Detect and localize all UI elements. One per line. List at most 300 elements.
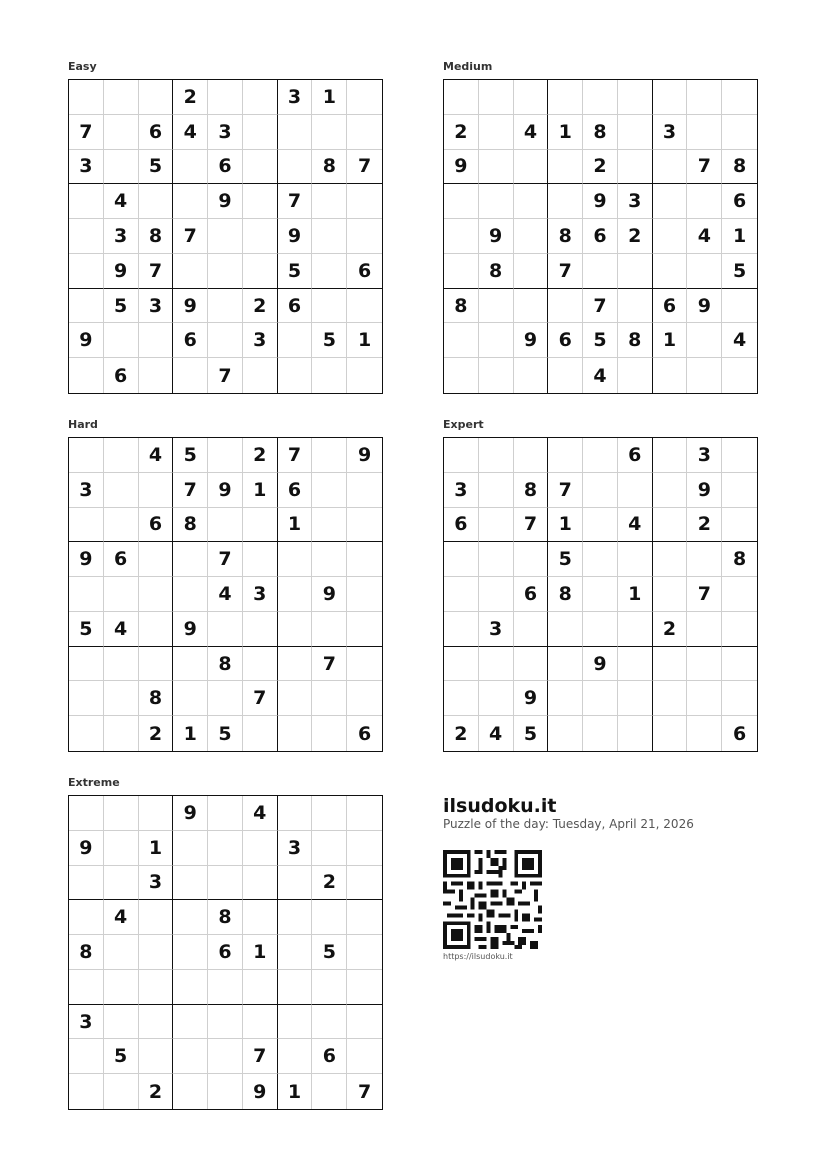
sudoku-grid — [68, 795, 383, 1110]
sudoku-cell — [208, 508, 243, 543]
sudoku-cell — [347, 219, 382, 254]
sudoku-cell — [69, 796, 104, 831]
puzzle-medium — [443, 60, 759, 395]
sudoku-cell: 8 — [139, 219, 174, 254]
sudoku-cell: 9 — [347, 438, 382, 473]
sudoku-cell — [618, 150, 653, 185]
sudoku-cell: 6 — [722, 184, 757, 219]
sudoku-cell: 1 — [278, 1074, 313, 1109]
sudoku-grid — [443, 437, 758, 752]
sudoku-cell — [139, 323, 174, 358]
sudoku-cell: 4 — [173, 115, 208, 150]
sudoku-cell — [583, 681, 618, 716]
sudoku-cell: 1 — [173, 716, 208, 751]
sudoku-cell — [583, 716, 618, 751]
sudoku-cell: 1 — [618, 577, 653, 612]
sudoku-cell: 6 — [514, 577, 549, 612]
sudoku-cell: 9 — [173, 289, 208, 324]
sudoku-cell — [548, 716, 583, 751]
sudoku-cell — [618, 358, 653, 393]
sudoku-cell — [444, 254, 479, 289]
sudoku-cell — [687, 647, 722, 682]
sudoku-cell — [278, 150, 313, 185]
sudoku-cell — [139, 542, 174, 577]
sudoku-cell — [347, 935, 382, 970]
sudoku-cell — [312, 219, 347, 254]
sudoku-cell: 9 — [173, 612, 208, 647]
sudoku-cell — [347, 970, 382, 1005]
sudoku-cell: 1 — [139, 831, 174, 866]
sudoku-cell: 2 — [444, 115, 479, 150]
sudoku-cell — [618, 681, 653, 716]
sudoku-cell — [208, 866, 243, 901]
sudoku-cell: 6 — [278, 473, 313, 508]
sudoku-cell: 7 — [548, 254, 583, 289]
sudoku-cell — [722, 80, 757, 115]
sudoku-cell: 6 — [653, 289, 688, 324]
sudoku-cell — [69, 289, 104, 324]
sudoku-cell: 4 — [687, 219, 722, 254]
sudoku-cell — [139, 358, 174, 393]
sudoku-cell: 5 — [548, 542, 583, 577]
sudoku-cell — [243, 115, 278, 150]
sudoku-cell: 4 — [208, 577, 243, 612]
sudoku-cell — [514, 80, 549, 115]
sudoku-cell — [173, 831, 208, 866]
sudoku-cell: 2 — [618, 219, 653, 254]
sudoku-cell — [104, 970, 139, 1005]
sudoku-cell: 6 — [618, 438, 653, 473]
sudoku-cell — [312, 508, 347, 543]
sudoku-cell — [687, 80, 722, 115]
sudoku-cell — [618, 473, 653, 508]
sudoku-cell — [139, 612, 174, 647]
sudoku-cell: 8 — [208, 900, 243, 935]
sudoku-cell: 2 — [139, 1074, 174, 1109]
sudoku-cell: 2 — [139, 716, 174, 751]
sudoku-cell — [104, 577, 139, 612]
sudoku-cell: 8 — [139, 681, 174, 716]
sudoku-cell — [243, 150, 278, 185]
sudoku-cell — [618, 716, 653, 751]
sudoku-cell — [104, 647, 139, 682]
sudoku-cell: 3 — [444, 473, 479, 508]
sudoku-cell: 9 — [583, 184, 618, 219]
sudoku-cell: 9 — [583, 647, 618, 682]
sudoku-cell: 7 — [548, 473, 583, 508]
sudoku-cell — [479, 358, 514, 393]
sudoku-cell: 1 — [347, 323, 382, 358]
sudoku-cell — [653, 80, 688, 115]
sudoku-cell: 6 — [139, 508, 174, 543]
sudoku-cell — [722, 681, 757, 716]
sudoku-cell: 8 — [583, 115, 618, 150]
sudoku-cell: 9 — [173, 796, 208, 831]
sudoku-cell — [243, 80, 278, 115]
sudoku-cell: 5 — [104, 289, 139, 324]
sudoku-cell — [618, 647, 653, 682]
sudoku-cell: 5 — [104, 1039, 139, 1074]
sudoku-cell: 3 — [278, 80, 313, 115]
sudoku-cell — [312, 612, 347, 647]
sudoku-cell — [722, 577, 757, 612]
sudoku-cell — [548, 80, 583, 115]
sudoku-cell: 7 — [139, 254, 174, 289]
sudoku-cell: 7 — [243, 1039, 278, 1074]
sudoku-cell — [208, 289, 243, 324]
sudoku-cell — [278, 716, 313, 751]
sudoku-cell — [444, 358, 479, 393]
sudoku-cell — [243, 219, 278, 254]
sudoku-cell — [618, 115, 653, 150]
sudoku-cell: 7 — [687, 577, 722, 612]
sudoku-cell — [653, 184, 688, 219]
sudoku-cell — [104, 716, 139, 751]
sudoku-cell — [243, 508, 278, 543]
sudoku-cell — [548, 289, 583, 324]
sudoku-cell — [444, 542, 479, 577]
sudoku-cell — [139, 647, 174, 682]
sudoku-cell — [444, 647, 479, 682]
sudoku-cell — [278, 577, 313, 612]
sudoku-cell — [514, 358, 549, 393]
sudoku-cell — [243, 831, 278, 866]
sudoku-cell — [173, 184, 208, 219]
sudoku-cell: 5 — [139, 150, 174, 185]
sudoku-cell — [278, 115, 313, 150]
puzzle-extreme — [68, 776, 384, 1111]
sudoku-cell: 5 — [514, 716, 549, 751]
sudoku-cell: 7 — [173, 219, 208, 254]
sudoku-cell — [722, 289, 757, 324]
sudoku-cell — [347, 358, 382, 393]
sudoku-cell: 8 — [548, 577, 583, 612]
sudoku-cell — [687, 323, 722, 358]
sudoku-cell — [514, 289, 549, 324]
sudoku-cell — [278, 1005, 313, 1040]
sudoku-cell — [173, 866, 208, 901]
sudoku-cell — [618, 80, 653, 115]
sudoku-cell — [139, 1005, 174, 1040]
sudoku-cell — [653, 438, 688, 473]
sudoku-cell — [479, 577, 514, 612]
sudoku-cell — [278, 900, 313, 935]
sudoku-cell: 9 — [208, 473, 243, 508]
sudoku-cell — [583, 80, 618, 115]
sudoku-cell — [548, 438, 583, 473]
sudoku-grid — [68, 79, 383, 394]
sudoku-cell — [243, 358, 278, 393]
sudoku-cell — [583, 612, 618, 647]
sudoku-cell — [278, 796, 313, 831]
sudoku-cell: 3 — [69, 150, 104, 185]
sudoku-cell — [173, 935, 208, 970]
puzzle-easy — [68, 60, 384, 395]
sudoku-cell — [583, 254, 618, 289]
sudoku-cell: 3 — [243, 577, 278, 612]
sudoku-cell — [583, 542, 618, 577]
sudoku-cell: 3 — [618, 184, 653, 219]
sudoku-cell — [618, 612, 653, 647]
sudoku-cell: 7 — [583, 289, 618, 324]
sudoku-cell — [104, 473, 139, 508]
sudoku-cell — [173, 970, 208, 1005]
sudoku-cell — [208, 970, 243, 1005]
sudoku-cell — [278, 866, 313, 901]
sudoku-cell — [347, 508, 382, 543]
puzzle-date: Puzzle of the day: Tuesday, April 21, 2026 — [443, 817, 694, 831]
puzzle-label: Medium — [443, 60, 493, 73]
sudoku-cell — [583, 508, 618, 543]
sudoku-cell — [548, 358, 583, 393]
sudoku-cell — [618, 289, 653, 324]
sudoku-cell — [69, 647, 104, 682]
sudoku-cell — [687, 681, 722, 716]
sudoku-cell — [104, 831, 139, 866]
sudoku-cell — [208, 1039, 243, 1074]
sudoku-cell: 7 — [278, 438, 313, 473]
sudoku-cell: 1 — [278, 508, 313, 543]
sudoku-cell — [653, 358, 688, 393]
sudoku-cell: 8 — [173, 508, 208, 543]
brand-block — [443, 795, 694, 831]
qr-code-icon — [443, 850, 542, 949]
sudoku-cell — [479, 184, 514, 219]
sudoku-cell: 7 — [278, 184, 313, 219]
sudoku-cell — [687, 184, 722, 219]
sudoku-cell: 6 — [444, 508, 479, 543]
sudoku-cell — [479, 473, 514, 508]
sudoku-cell — [347, 289, 382, 324]
sudoku-cell — [69, 254, 104, 289]
sudoku-cell: 6 — [173, 323, 208, 358]
sudoku-cell — [548, 681, 583, 716]
sudoku-cell — [514, 542, 549, 577]
sudoku-cell: 9 — [243, 1074, 278, 1109]
sudoku-cell — [312, 970, 347, 1005]
sudoku-cell — [444, 681, 479, 716]
sudoku-cell — [243, 900, 278, 935]
sudoku-cell — [139, 900, 174, 935]
sudoku-cell — [653, 647, 688, 682]
sudoku-cell — [479, 681, 514, 716]
sudoku-cell: 8 — [722, 150, 757, 185]
sudoku-cell: 7 — [173, 473, 208, 508]
sudoku-cell: 1 — [722, 219, 757, 254]
sudoku-cell — [722, 473, 757, 508]
sudoku-cell: 8 — [208, 647, 243, 682]
sudoku-cell — [722, 115, 757, 150]
sudoku-cell — [347, 184, 382, 219]
puzzle-label: Hard — [68, 418, 98, 431]
sudoku-grid — [443, 79, 758, 394]
sudoku-cell — [514, 254, 549, 289]
sudoku-cell — [312, 900, 347, 935]
sudoku-cell: 6 — [104, 542, 139, 577]
sudoku-cell — [139, 1039, 174, 1074]
sudoku-cell — [104, 1074, 139, 1109]
sudoku-cell — [347, 80, 382, 115]
sudoku-cell: 3 — [104, 219, 139, 254]
sudoku-cell — [722, 438, 757, 473]
sudoku-cell — [687, 115, 722, 150]
sudoku-cell — [583, 473, 618, 508]
sudoku-cell — [514, 219, 549, 254]
sudoku-cell — [69, 577, 104, 612]
sudoku-cell — [347, 1039, 382, 1074]
sudoku-cell — [139, 80, 174, 115]
sudoku-cell: 1 — [312, 80, 347, 115]
sudoku-cell — [69, 970, 104, 1005]
sudoku-cell — [69, 900, 104, 935]
puzzle-label: Easy — [68, 60, 97, 73]
sudoku-cell: 6 — [583, 219, 618, 254]
sudoku-cell — [583, 438, 618, 473]
sudoku-cell: 2 — [687, 508, 722, 543]
sudoku-cell: 1 — [243, 935, 278, 970]
sudoku-cell: 7 — [243, 681, 278, 716]
sudoku-cell — [653, 473, 688, 508]
sudoku-cell — [687, 612, 722, 647]
sudoku-cell — [139, 935, 174, 970]
sudoku-cell — [173, 681, 208, 716]
sudoku-cell — [479, 438, 514, 473]
sudoku-cell: 4 — [243, 796, 278, 831]
sudoku-cell — [347, 681, 382, 716]
sudoku-cell — [139, 184, 174, 219]
sudoku-cell: 2 — [243, 438, 278, 473]
sudoku-cell — [618, 542, 653, 577]
sudoku-cell — [548, 647, 583, 682]
sudoku-cell — [312, 438, 347, 473]
sudoku-cell — [479, 542, 514, 577]
sudoku-cell: 1 — [653, 323, 688, 358]
sudoku-cell — [208, 831, 243, 866]
sudoku-cell — [69, 681, 104, 716]
sudoku-cell: 4 — [722, 323, 757, 358]
sudoku-cell — [173, 254, 208, 289]
sudoku-cell — [278, 358, 313, 393]
sudoku-cell — [278, 970, 313, 1005]
sudoku-cell — [687, 358, 722, 393]
sudoku-cell — [104, 681, 139, 716]
sudoku-cell — [278, 542, 313, 577]
sudoku-cell — [479, 323, 514, 358]
sudoku-cell — [69, 438, 104, 473]
puzzle-expert — [443, 418, 759, 753]
sudoku-cell: 4 — [104, 900, 139, 935]
sudoku-cell: 4 — [104, 184, 139, 219]
sudoku-cell — [479, 289, 514, 324]
sudoku-cell — [69, 1074, 104, 1109]
sudoku-cell — [312, 254, 347, 289]
sudoku-cell — [278, 612, 313, 647]
sudoku-cell — [444, 184, 479, 219]
sudoku-cell — [69, 219, 104, 254]
sudoku-cell — [548, 150, 583, 185]
sudoku-cell — [479, 647, 514, 682]
sudoku-cell — [173, 900, 208, 935]
sudoku-cell — [173, 542, 208, 577]
sudoku-cell: 4 — [104, 612, 139, 647]
sudoku-cell: 7 — [514, 508, 549, 543]
sudoku-cell: 5 — [312, 935, 347, 970]
sudoku-cell — [312, 716, 347, 751]
sudoku-cell — [479, 150, 514, 185]
sudoku-cell: 2 — [312, 866, 347, 901]
sudoku-cell — [173, 1039, 208, 1074]
sudoku-cell: 4 — [618, 508, 653, 543]
sudoku-cell — [139, 473, 174, 508]
sudoku-cell — [514, 612, 549, 647]
sudoku-cell — [278, 681, 313, 716]
sudoku-cell: 8 — [312, 150, 347, 185]
sudoku-cell — [444, 219, 479, 254]
sudoku-cell: 5 — [208, 716, 243, 751]
sudoku-cell: 8 — [69, 935, 104, 970]
sudoku-cell — [208, 254, 243, 289]
sudoku-cell — [347, 1005, 382, 1040]
sudoku-cell — [278, 323, 313, 358]
sudoku-cell: 7 — [357, 1080, 372, 1103]
sudoku-cell: 9 — [479, 219, 514, 254]
sudoku-cell — [69, 80, 104, 115]
sudoku-cell: 3 — [479, 612, 514, 647]
sudoku-cell — [347, 900, 382, 935]
sudoku-cell — [347, 647, 382, 682]
sudoku-cell — [173, 1005, 208, 1040]
sudoku-cell — [514, 438, 549, 473]
sudoku-cell — [104, 1005, 139, 1040]
sudoku-cell — [139, 796, 174, 831]
sudoku-cell — [69, 358, 104, 393]
sudoku-cell — [347, 831, 382, 866]
sudoku-cell: 1 — [548, 508, 583, 543]
sudoku-cell — [312, 289, 347, 324]
sudoku-cell: 9 — [278, 219, 313, 254]
sudoku-cell — [653, 542, 688, 577]
sudoku-cell: 4 — [479, 716, 514, 751]
sudoku-cell — [444, 577, 479, 612]
sudoku-cell: 3 — [139, 866, 174, 901]
sudoku-cell — [618, 254, 653, 289]
sudoku-cell: 8 — [514, 473, 549, 508]
sudoku-cell: 6 — [548, 323, 583, 358]
sudoku-cell — [243, 647, 278, 682]
sudoku-cell — [722, 612, 757, 647]
sudoku-cell — [312, 796, 347, 831]
sudoku-cell — [139, 970, 174, 1005]
sudoku-cell: 3 — [243, 323, 278, 358]
sudoku-cell: 6 — [312, 1039, 347, 1074]
sudoku-cell — [312, 831, 347, 866]
sudoku-cell: 2 — [243, 289, 278, 324]
sudoku-cell — [208, 612, 243, 647]
sudoku-cell — [722, 647, 757, 682]
sudoku-cell — [173, 577, 208, 612]
sudoku-cell — [514, 184, 549, 219]
sudoku-cell — [347, 473, 382, 508]
sudoku-cell — [687, 716, 722, 751]
site-title: ilsudoku.it — [443, 795, 557, 817]
sudoku-cell: 8 — [479, 254, 514, 289]
sudoku-cell — [69, 716, 104, 751]
sudoku-cell: 4 — [583, 358, 618, 393]
sudoku-cell — [653, 254, 688, 289]
sudoku-cell — [312, 542, 347, 577]
sudoku-cell — [104, 935, 139, 970]
sudoku-cell: 5 — [722, 254, 757, 289]
